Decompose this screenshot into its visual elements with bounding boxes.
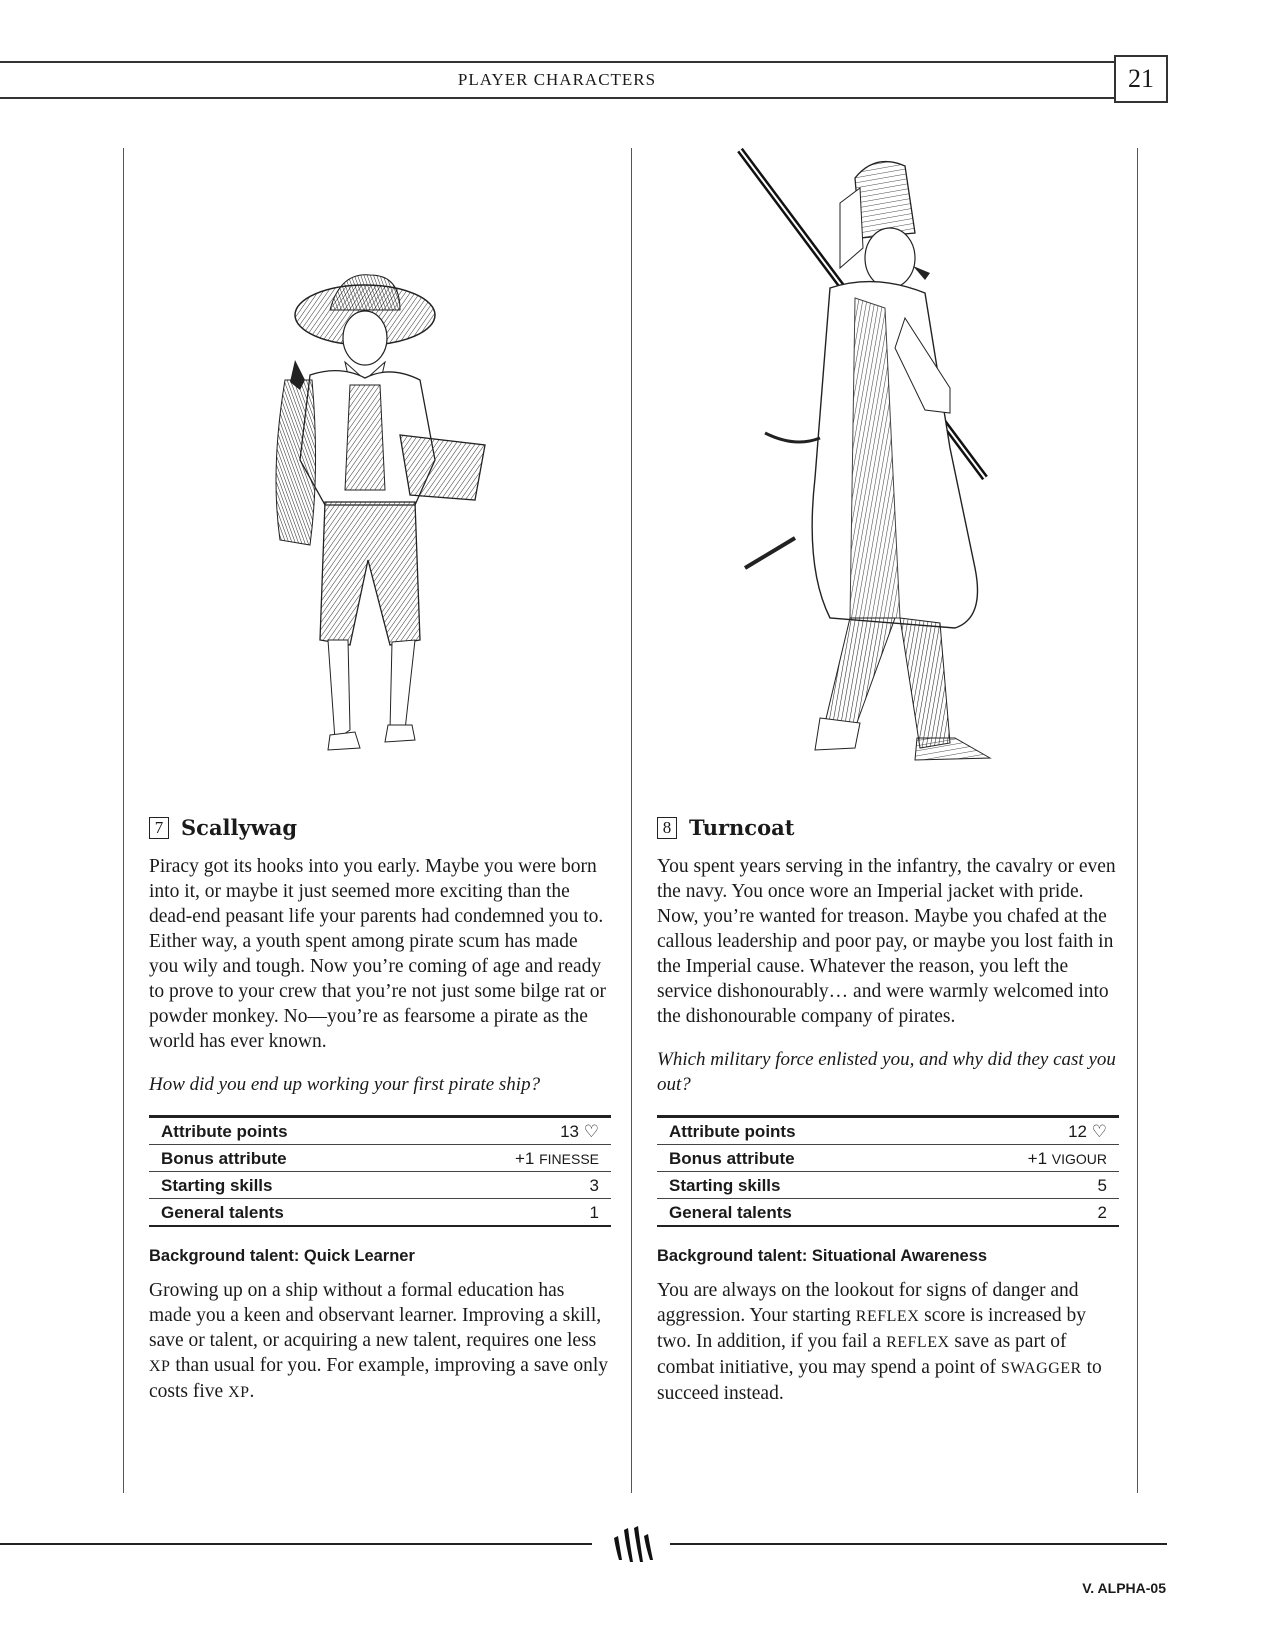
background-name: Turncoat xyxy=(689,815,795,840)
table-row xyxy=(149,1172,611,1199)
page-number: 21 xyxy=(1114,55,1168,103)
stat-number: +1 xyxy=(1027,1148,1048,1168)
stat-label: Bonus attribute xyxy=(149,1145,418,1172)
claw-mark-icon xyxy=(610,1520,656,1564)
header-rule-bottom xyxy=(0,97,1114,99)
table-row xyxy=(657,1117,1119,1145)
stat-value: 1 xyxy=(589,1202,599,1222)
version-label: V. ALPHA-05 xyxy=(1082,1580,1166,1596)
scallywag-heading xyxy=(149,815,611,840)
footer-rule-right xyxy=(670,1543,1167,1545)
stat-label: Starting skills xyxy=(657,1172,931,1199)
background-talent-title: Background talent: Quick Learner xyxy=(149,1247,415,1265)
background-talent-text: You are always on the lookout for signs of danger and aggression. Your starting REFLEX score is increased by two. In addition, if you fail a REFLEX save as part of combat initiative, you may spend a point of SWAGGER to succeed instead. xyxy=(657,1280,1102,1404)
column-rule-left xyxy=(123,148,124,1493)
stats-table xyxy=(149,1115,611,1227)
stats-table xyxy=(657,1115,1119,1227)
stat-value xyxy=(931,1117,1119,1145)
section-title: PLAYER CHARACTERS xyxy=(457,70,657,89)
stat-value xyxy=(418,1117,611,1145)
table-row xyxy=(657,1172,1119,1199)
stat-value xyxy=(418,1145,611,1172)
d8-result-box: 8 xyxy=(657,817,677,839)
stat-value: 5 xyxy=(931,1172,1119,1199)
footer-rule-left xyxy=(0,1543,592,1545)
stat-label: Starting skills xyxy=(149,1172,418,1199)
stat-number: 13 xyxy=(560,1121,580,1141)
d8-result-box: 7 xyxy=(149,817,169,839)
background-talent-title: Background talent: Situational Awareness xyxy=(657,1247,988,1265)
stat-label: General talents xyxy=(161,1202,284,1222)
table-row xyxy=(149,1117,611,1145)
scallywag-section xyxy=(149,815,611,1405)
turncoat-illustration xyxy=(735,148,1045,788)
turncoat-section xyxy=(657,815,1119,1406)
table-row xyxy=(149,1145,611,1172)
heart-icon: ♡ xyxy=(583,1121,599,1141)
stat-value: 3 xyxy=(418,1172,611,1199)
background-name: Scallywag xyxy=(181,815,298,840)
background-talent-text: Growing up on a ship without a formal education has made you a keen and observant learner. Improving a skill, save or talent, or acquiring a new talent, requires one less XP than usual for you. For example, improving a save only costs five XP. xyxy=(149,1280,609,1402)
attribute-name: VIGOUR xyxy=(1051,1150,1107,1167)
stat-label: Attribute points xyxy=(149,1117,418,1145)
attribute-name: FINESSE xyxy=(539,1150,599,1167)
column-rule-middle xyxy=(631,148,632,1493)
stat-label: Bonus attribute xyxy=(657,1145,931,1172)
stat-value: 2 xyxy=(1097,1202,1107,1222)
header-rule-top xyxy=(0,61,1114,63)
stat-number: +1 xyxy=(514,1148,535,1168)
background-question: How did you end up working your first pirate ship? xyxy=(149,1074,541,1095)
column-rule-right xyxy=(1137,148,1138,1493)
table-row xyxy=(657,1145,1119,1172)
background-question: Which military force enlisted you, and why did they cast you out? xyxy=(657,1049,1116,1095)
scallywag-illustration xyxy=(250,270,510,790)
background-description: Piracy got its hooks into you early. Maybe you were born into it, or maybe it just seemed more exciting than the dead-end peasant life your parents had condemned you to. Either way, a youth spent among pirate scum has made you wily and tough. Now you’re coming of age and ready to prove to your crew that you’re not just some bilge rat or powder monkey. No—you’re as fearsome a pirate as the world has ever known. xyxy=(149,856,607,1052)
table-row xyxy=(657,1199,1119,1227)
background-description: You spent years serving in the infantry, the cavalry or even the navy. You once wore an Imperial jacket with pride. Now, you’re wanted for treason. Maybe you chafed at the callous leadership and poor pay, or maybe you lost faith in the Imperial cause. Whatever the reason, you left the service dishonourably… and were warmly welcomed into the dishonourable company of pirates. xyxy=(657,856,1116,1027)
heart-icon: ♡ xyxy=(1091,1121,1107,1141)
turncoat-heading xyxy=(657,815,1119,840)
table-row xyxy=(149,1199,611,1227)
stat-label: General talents xyxy=(669,1202,792,1222)
stat-label: Attribute points xyxy=(657,1117,931,1145)
stat-value xyxy=(931,1145,1119,1172)
stat-number: 12 xyxy=(1068,1121,1088,1141)
